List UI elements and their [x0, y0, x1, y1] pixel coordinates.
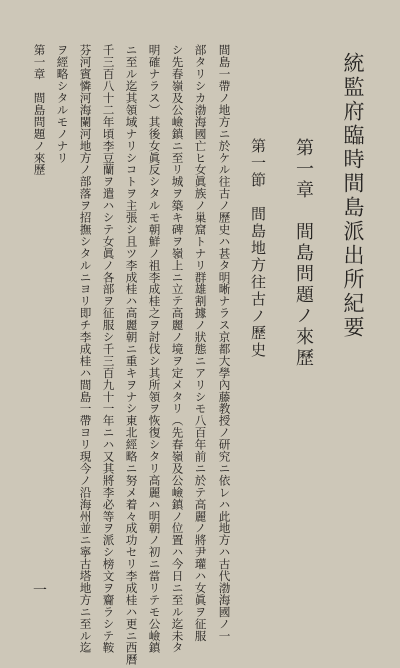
document-title: 統監府臨時間島派出所紀要 — [341, 52, 365, 340]
section-heading: 第一節 間島地方往古ノ歷史 — [249, 138, 267, 359]
body-column: シ先春嶺及公嶮鎮ニ至リ城ヲ築キ碑ヲ嶺上ニ立テ高麗ノ境ヲ定メタリ（先春嶺及公嶮鎮ノ位置ハ今日ニ至ル迄未タ — [170, 44, 185, 654]
body-column: 芬河賓憐河海闌河地方ノ部落ヲ招撫シタルニヨリ即チ李成桂ハ間島一帶ヨリ現今ノ沿海州並ニ寧古塔地方ニ至ル迄 — [78, 44, 93, 654]
chapter-heading: 第一章 間島問題ノ來歷 — [293, 138, 314, 369]
body-column: 明確ナラス）其後女眞反シタルモ朝鮮ノ祖李成桂之ヲ討伐シ其所領ヲ恢復シタリ高麗ハ明朝ノ初ニ當リテモ公嶮鎮 — [147, 44, 162, 654]
page-number: 一 — [33, 583, 47, 599]
body-column: 千三百八十二年頃李豆蘭ヲ遣ハシテ女眞ノ各部ヲ征服シ千三百九十一年ニハ又其將李必等ヲ派シ榜文ヲ齎ラシテ鞍 — [101, 44, 116, 654]
body-column: ニ至ル迄其領域ナリシコトヲ主張シ且ツ李成桂ハ高麗朝ニ重キヲナシ東北經略ニ努メ着々成功セリ李成桂ハ更ニ西曆 — [124, 44, 139, 666]
body-column: 間島一帶ノ地方ニ於ケル往古ノ歷史ハ甚タ明晰ナラス京都大學內藤教授ノ研究ニ依レハ此地方ハ古代渤海國ノ一 — [217, 44, 232, 642]
body-column: ヲ經略シタルモノナリ — [55, 44, 70, 164]
body-column: 部タリシカ渤海國亡ヒ女眞族ノ巢窟トナリ群雄割據ノ狀態ニアリシモ八百年前ニ於テ高麗ノ將尹瓘ハ女眞ヲ征服 — [193, 44, 208, 642]
running-footer: 第一章 間島問題ノ來歷 — [32, 44, 47, 176]
